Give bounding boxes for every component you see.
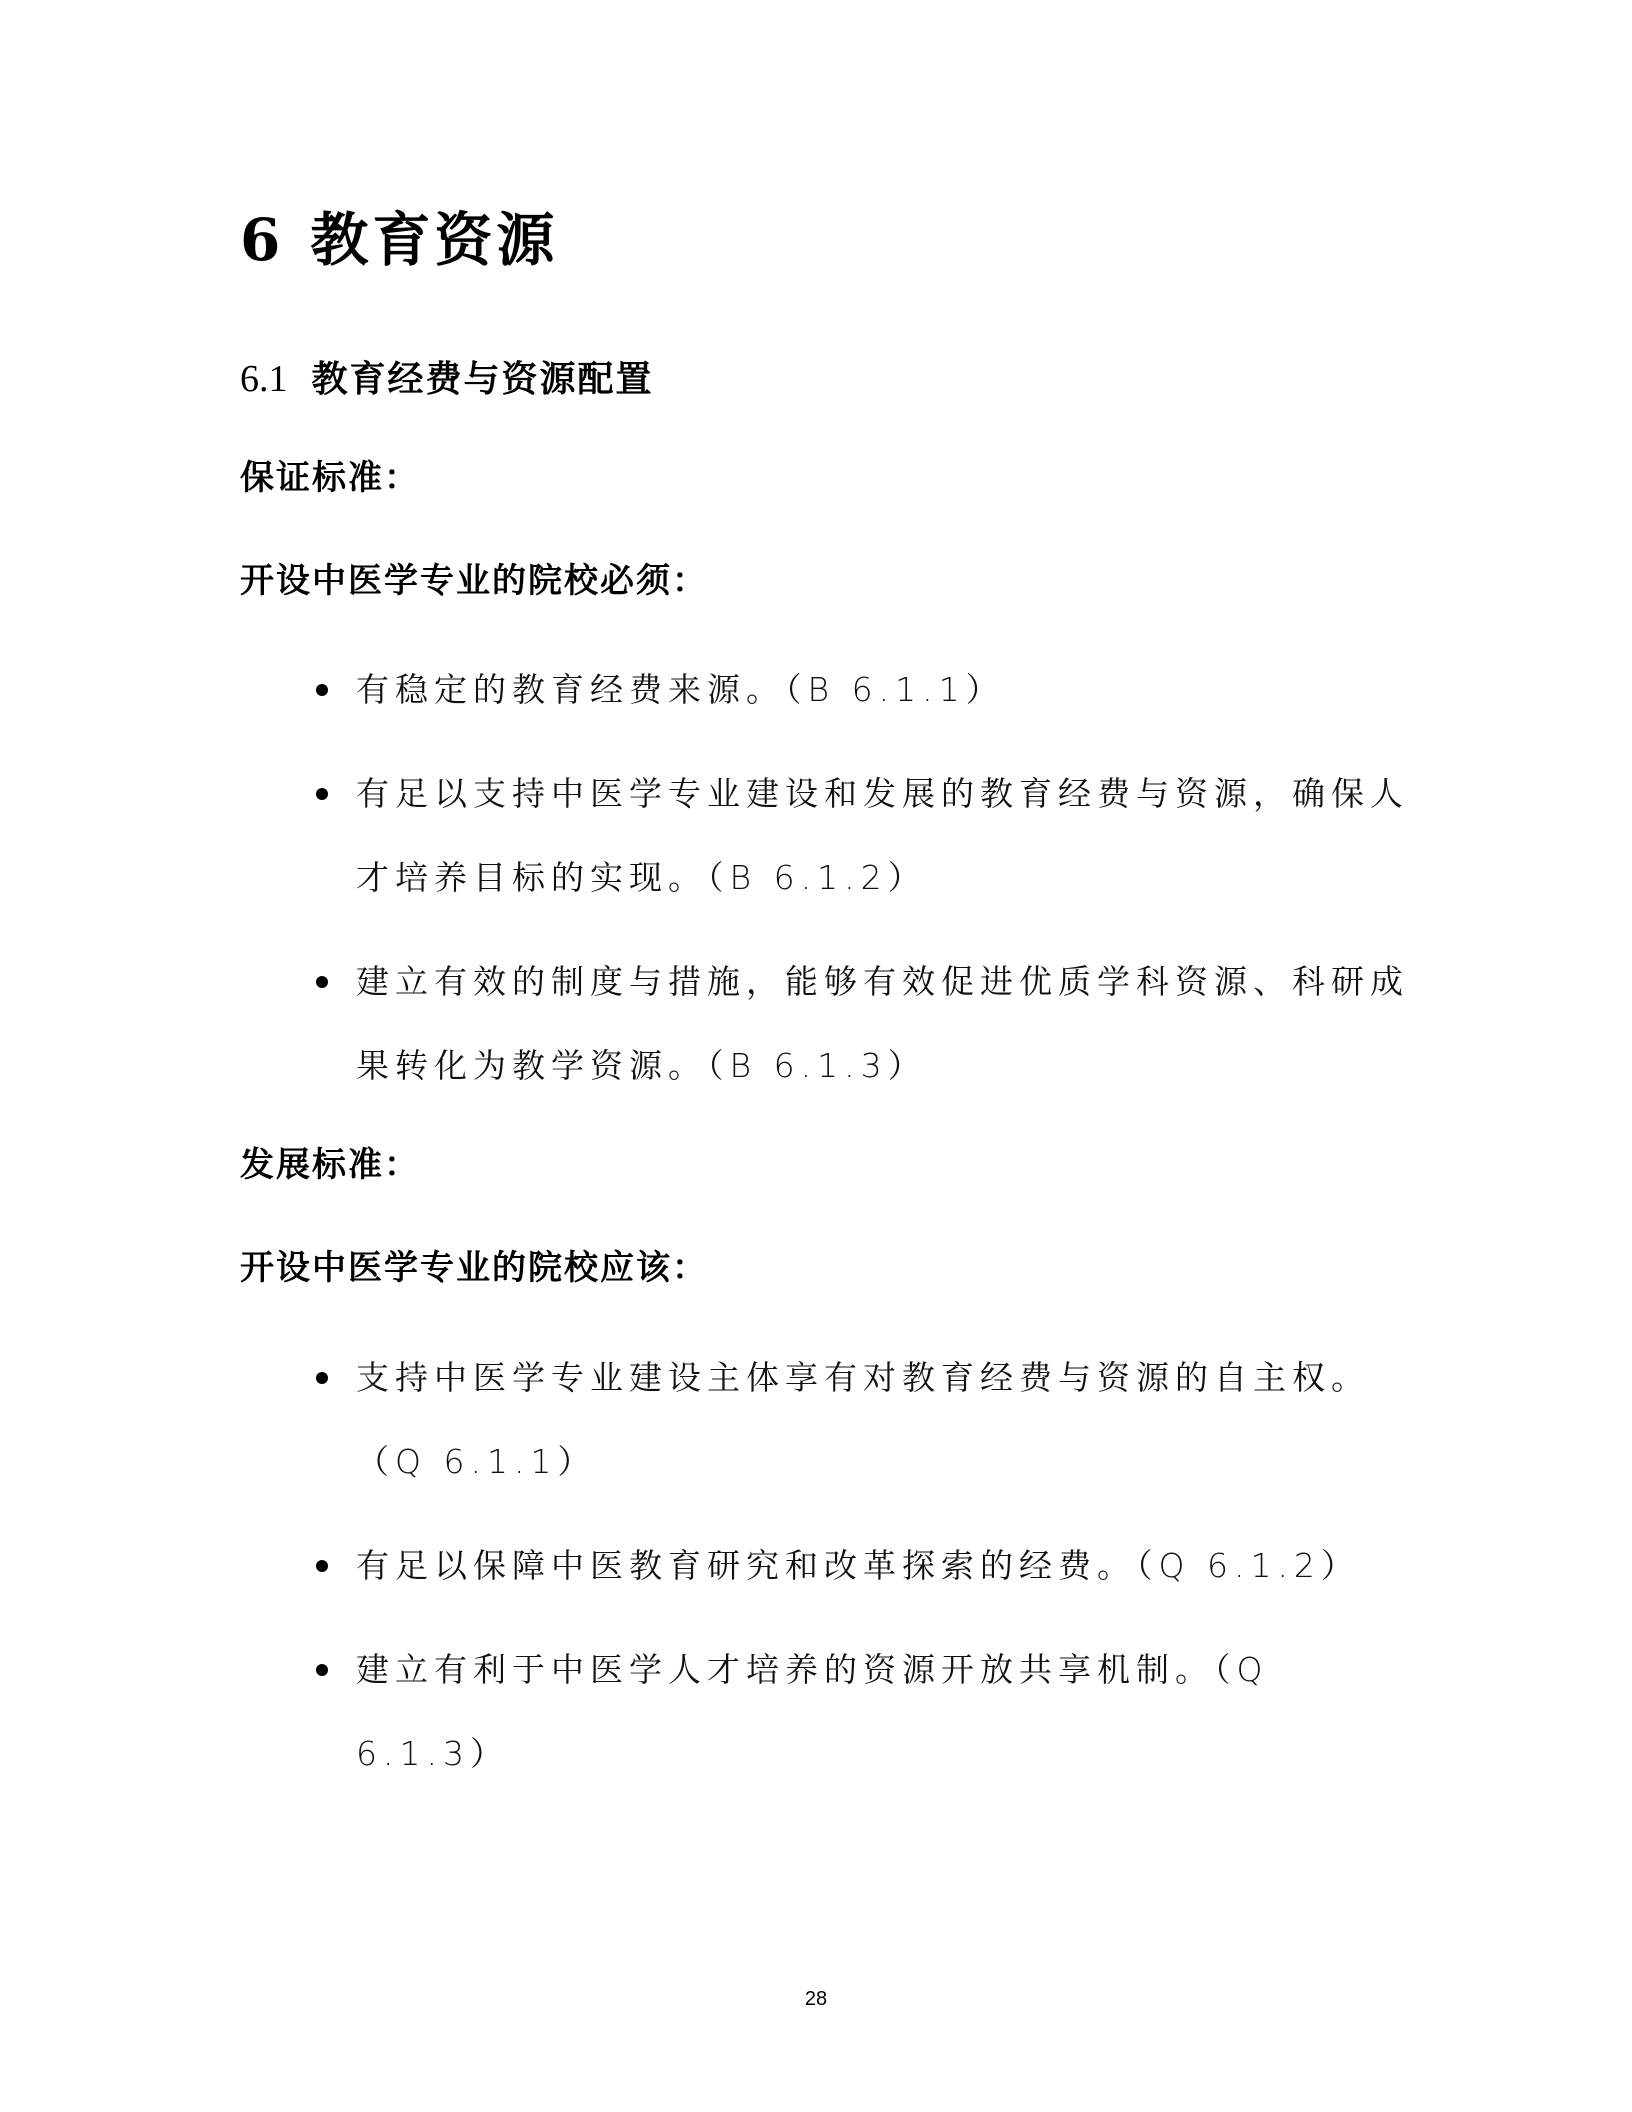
bullet-icon bbox=[316, 1560, 328, 1572]
section-title bbox=[240, 355, 654, 404]
bullet-icon bbox=[316, 976, 328, 988]
chapter-title bbox=[240, 205, 558, 275]
list-item-text: 支持中医学专业建设主体享有对教育经费与资源的自主权。（Q 6.1.1） bbox=[356, 1358, 1370, 1481]
list-item bbox=[310, 752, 1410, 920]
list-item bbox=[310, 648, 1410, 732]
list-item bbox=[310, 940, 1410, 1108]
development-list bbox=[310, 1336, 1410, 1796]
bullet-icon bbox=[316, 788, 328, 800]
bullet-icon bbox=[316, 1372, 328, 1384]
chapter-number: 6 bbox=[240, 206, 285, 274]
list-item-text: 建立有利于中医学人才培养的资源开放共享机制。（Q 6.1.3） bbox=[356, 1650, 1269, 1773]
development-intro: 开设中医学专业的院校应该： bbox=[240, 1248, 708, 1288]
list-item-text: 有足以保障中医教育研究和改革探索的经费。（Q 6.1.2） bbox=[356, 1546, 1360, 1585]
list-item-text: 有稳定的教育经费来源。（B 6.1.1） bbox=[356, 670, 1005, 709]
list-item-text: 有足以支持中医学专业建设和发展的教育经费与资源，确保人才培养目标的实现。（B 6.1.2） bbox=[356, 774, 1409, 897]
list-item-text: 建立有效的制度与措施，能够有效促进优质学科资源、科研成果转化为教学资源。（B 6.1.3） bbox=[356, 962, 1409, 1085]
list-item bbox=[310, 1336, 1410, 1504]
page-number: 28 bbox=[804, 1988, 828, 2010]
guarantee-list bbox=[310, 648, 1410, 1108]
bullet-icon bbox=[316, 1664, 328, 1676]
list-item bbox=[310, 1628, 1410, 1796]
section-number: 6.1 bbox=[240, 358, 288, 400]
guarantee-intro: 开设中医学专业的院校必须： bbox=[240, 561, 708, 601]
chapter-title-text: 教育资源 bbox=[310, 206, 559, 274]
bullet-icon bbox=[316, 684, 328, 696]
guarantee-heading: 保证标准： bbox=[240, 458, 420, 498]
list-item bbox=[310, 1524, 1410, 1608]
section-title-text: 教育经费与资源配置 bbox=[311, 358, 654, 400]
development-heading: 发展标准： bbox=[240, 1145, 420, 1185]
